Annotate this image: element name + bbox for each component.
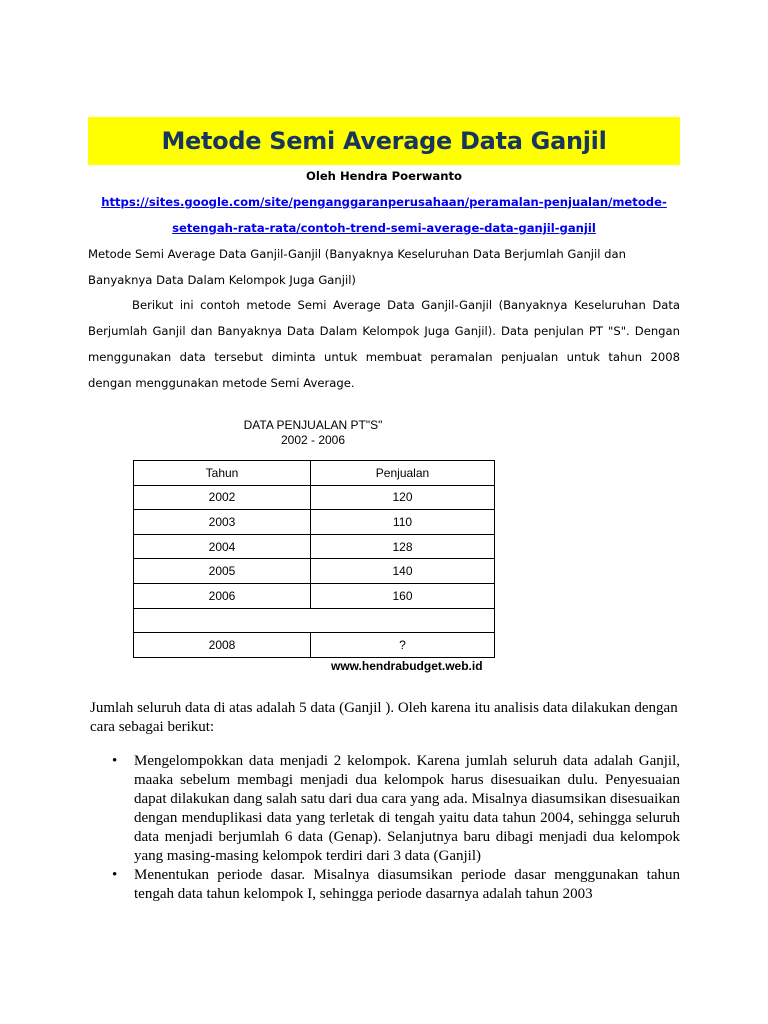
cell-sales: ?	[311, 633, 495, 658]
list-item	[90, 866, 680, 904]
list-item-text: Mengelompokkan data menjadi 2 kelompok. Karena jumlah seluruh data adalah Ganjil, maaka sebelum membagi menjadi dua kelompok harus disesuaikan dulu. Penyesuaian dapat dilakukan dang salah satu dari dua cara yang ada. Misalnya diasumsikan disesuaikan dengan menduplikasi data yang terletak di tengah yaitu data tahun 2004, sehingga seluruh data menjadi berjumlah 6 data (Genap). Selanjutnya baru dibagi menjadi dua kelompok yang masing-masing kelompok terdiri dari 3 data (Ganjil)	[134, 753, 680, 864]
table-row	[134, 559, 495, 584]
source-watermark: www.hendrabudget.web.id	[331, 659, 483, 673]
table-row	[134, 534, 495, 559]
cell-empty	[134, 608, 495, 633]
cell-sales: 140	[311, 559, 495, 584]
cell-year: 2006	[134, 583, 311, 608]
cell-sales: 160	[311, 583, 495, 608]
table-caption-period: 2002 - 2006	[280, 433, 346, 447]
author-line: Oleh Hendra Poerwanto	[305, 169, 463, 183]
sales-table	[133, 460, 495, 658]
summary-paragraph: Jumlah seluruh data di atas adalah 5 data (Ganjil ). Oleh karena itu analisis data dilakukan dengan cara sebagai berikut:	[90, 700, 678, 735]
table-row	[134, 510, 495, 535]
source-link[interactable]: https://sites.google.com/site/penganggaranperusahaan/peramalan-penjualan/metode-setengah-rata-rata/contoh-trend-semi-average-data-ganjil-ganjil	[101, 195, 667, 235]
cell-year: 2004	[134, 534, 311, 559]
cell-year: 2002	[134, 485, 311, 510]
table-caption-title: DATA PENJUALAN PT"S"	[243, 418, 383, 432]
title-banner	[88, 117, 680, 165]
cell-year: 2003	[134, 510, 311, 535]
header-tahun: Tahun	[134, 461, 311, 486]
steps-list	[90, 752, 680, 904]
header-penjualan: Penjualan	[311, 461, 495, 486]
cell-year: 2005	[134, 559, 311, 584]
cell-sales: 110	[311, 510, 495, 535]
list-item	[90, 752, 680, 866]
cell-sales: 120	[311, 485, 495, 510]
cell-sales: 128	[311, 534, 495, 559]
table-row	[134, 583, 495, 608]
table-header-row	[134, 461, 495, 486]
bullet-icon: •	[112, 867, 118, 883]
table-caption	[133, 418, 493, 448]
table-row	[134, 633, 495, 658]
bullet-icon: •	[112, 753, 118, 769]
page-title: Metode Semi Average Data Ganjil	[161, 127, 607, 155]
example-paragraph: Berikut ini contoh metode Semi Average Data Ganjil-Ganjil (Banyaknya Keseluruhan Data Berjumlah Ganjil dan Banyaknya Data Dalam Kelompok Juga Ganjil). Data penjulan PT "S". Dengan menggunakan data tersebut diminta untuk membuat peramalan penjualan untuk tahun 2008 dengan menggunakan metode Semi Average.	[88, 298, 680, 390]
table-row	[134, 485, 495, 510]
intro-paragraph: Metode Semi Average Data Ganjil-Ganjil (Banyaknya Keseluruhan Data Berjumlah Ganjil dan Banyaknya Data Dalam Kelompok Juga Ganjil)	[88, 247, 626, 287]
cell-year: 2008	[134, 633, 311, 658]
list-item-text: Menentukan periode dasar. Misalnya diasumsikan periode dasar menggunakan tahun tengah data tahun kelompok I, sehingga periode dasarnya adalah tahun 2003	[134, 867, 680, 902]
table-row-empty	[134, 608, 495, 633]
